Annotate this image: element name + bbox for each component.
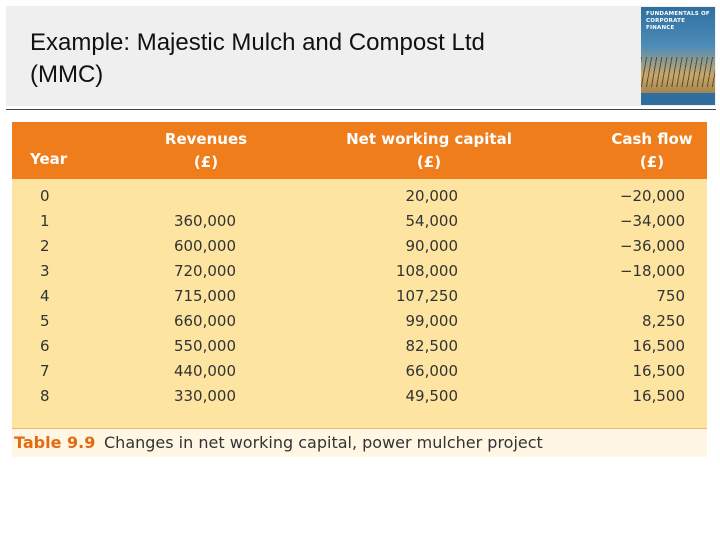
- cell-nwc: 108,000: [395, 262, 458, 280]
- slide-title-line-1: Example: Majestic Mulch and Compost Ltd: [30, 29, 485, 56]
- cell-nwc: 90,000: [405, 237, 458, 255]
- header-year: Year: [30, 150, 68, 168]
- cell-cash-flow: 16,500: [632, 362, 685, 380]
- cell-year: 5: [40, 312, 50, 330]
- cell-nwc: 66,000: [405, 362, 458, 380]
- cell-year: 3: [40, 262, 50, 280]
- cell-cash-flow: 16,500: [632, 387, 685, 405]
- cell-revenues: 550,000: [173, 337, 236, 355]
- book-cover-band: [641, 93, 715, 105]
- cell-year: 1: [40, 212, 50, 230]
- cell-nwc: 99,000: [405, 312, 458, 330]
- cell-revenues: 330,000: [173, 387, 236, 405]
- data-table: [12, 122, 707, 456]
- cell-revenues: 715,000: [173, 287, 236, 305]
- cell-year: 4: [40, 287, 50, 305]
- cell-revenues: 440,000: [173, 362, 236, 380]
- cell-cash-flow: −34,000: [619, 212, 685, 230]
- cell-nwc: 49,500: [405, 387, 458, 405]
- cell-year: 2: [40, 237, 50, 255]
- cell-revenues: 360,000: [173, 212, 236, 230]
- cell-cash-flow: −18,000: [619, 262, 685, 280]
- slide-title: [30, 27, 610, 91]
- table-header-row: [12, 122, 707, 179]
- cell-nwc: 54,000: [405, 212, 458, 230]
- header-revenues-unit: (£): [193, 153, 219, 171]
- cell-revenues: 720,000: [173, 262, 236, 280]
- cell-cash-flow: −20,000: [619, 187, 685, 205]
- cell-revenues: 660,000: [173, 312, 236, 330]
- cell-year: 0: [40, 187, 50, 205]
- cell-nwc: 82,500: [405, 337, 458, 355]
- cell-cash-flow: 16,500: [632, 337, 685, 355]
- cell-year: 6: [40, 337, 50, 355]
- table-caption-text: Changes in net working capital, power mulcher project: [104, 433, 543, 452]
- header-cash-flow-unit: (£): [639, 153, 665, 171]
- table-caption-label: Table 9.9: [14, 433, 96, 452]
- slide-title-line-2: (MMC): [30, 61, 104, 88]
- title-divider: [6, 109, 716, 110]
- cell-cash-flow: 750: [656, 287, 685, 305]
- header-nwc-unit: (£): [416, 153, 442, 171]
- header-revenues: [152, 128, 260, 174]
- table-caption: [12, 428, 707, 457]
- cell-nwc: 107,250: [395, 287, 458, 305]
- book-cover-title: FUNDAMENTALS OF CORPORATE FINANCE: [646, 11, 710, 31]
- cell-cash-flow: −36,000: [619, 237, 685, 255]
- header-revenues-label: Revenues: [164, 130, 248, 148]
- header-nwc-label: Net working capital: [346, 130, 512, 148]
- header-cash-flow-label: Cash flow: [611, 130, 693, 148]
- cell-revenues: [132, 184, 236, 209]
- cell-year: 8: [40, 387, 50, 405]
- book-cover-image: [641, 7, 715, 105]
- cell-cash-flow: 8,250: [642, 312, 685, 330]
- book-cover-fence-graphic: [641, 57, 715, 87]
- header-net-working-capital: [340, 128, 518, 174]
- cell-nwc: 20,000: [405, 187, 458, 205]
- cell-year: 7: [40, 362, 50, 380]
- header-cash-flow: [597, 128, 707, 174]
- cell-revenues: 600,000: [173, 237, 236, 255]
